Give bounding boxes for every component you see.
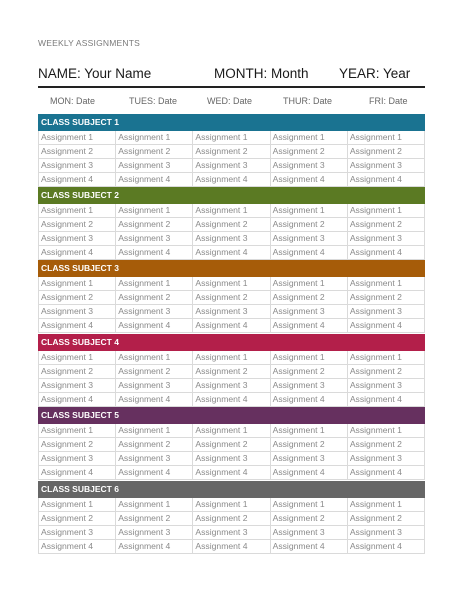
- assignment-cell[interactable]: Assignment 4: [193, 466, 270, 479]
- assignment-row: [39, 131, 425, 145]
- month-field[interactable]: MONTH: Month: [214, 66, 309, 81]
- assignment-cell[interactable]: Assignment 3: [39, 305, 116, 318]
- assignment-cell[interactable]: Assignment 4: [39, 319, 116, 332]
- assignment-cell[interactable]: Assignment 2: [116, 512, 193, 525]
- assignment-cell[interactable]: Assignment 2: [39, 512, 116, 525]
- assignment-cell[interactable]: Assignment 4: [39, 246, 116, 259]
- assignment-cell[interactable]: Assignment 3: [39, 159, 116, 172]
- assignment-cell[interactable]: Assignment 3: [271, 305, 348, 318]
- assignment-cell[interactable]: Assignment 2: [193, 438, 270, 451]
- assignment-cell[interactable]: Assignment 2: [348, 145, 425, 158]
- assignment-cell[interactable]: Assignment 4: [271, 173, 348, 186]
- assignment-cell[interactable]: Assignment 1: [271, 277, 348, 290]
- assignment-cell[interactable]: Assignment 2: [116, 438, 193, 451]
- assignment-cell[interactable]: Assignment 3: [271, 159, 348, 172]
- assignment-row: [39, 305, 425, 319]
- assignment-cell[interactable]: Assignment 1: [348, 204, 425, 217]
- assignment-row: [39, 379, 425, 393]
- assignment-cell[interactable]: Assignment 4: [39, 173, 116, 186]
- subject-section-3: [38, 260, 425, 333]
- assignment-cell[interactable]: Assignment 1: [39, 424, 116, 437]
- assignment-row: [39, 246, 425, 260]
- assignment-cell[interactable]: Assignment 1: [271, 498, 348, 511]
- assignment-grid: [38, 277, 425, 333]
- assignment-cell[interactable]: Assignment 4: [271, 319, 348, 332]
- assignment-row: [39, 204, 425, 218]
- assignment-grid: [38, 424, 425, 480]
- assignment-cell[interactable]: Assignment 1: [193, 131, 270, 144]
- subject-section-4: [38, 334, 425, 407]
- assignment-row: [39, 218, 425, 232]
- assignment-cell[interactable]: Assignment 2: [193, 145, 270, 158]
- assignment-cell[interactable]: Assignment 4: [348, 393, 425, 406]
- assignment-cell[interactable]: Assignment 2: [193, 512, 270, 525]
- assignment-cell[interactable]: Assignment 2: [271, 438, 348, 451]
- assignment-grid: [38, 131, 425, 187]
- assignment-cell[interactable]: Assignment 1: [39, 277, 116, 290]
- assignment-cell[interactable]: Assignment 2: [348, 438, 425, 451]
- assignment-cell[interactable]: Assignment 3: [39, 232, 116, 245]
- day-header-mon[interactable]: MON: Date: [50, 96, 96, 106]
- assignment-row: [39, 512, 425, 526]
- assignment-cell[interactable]: Assignment 3: [348, 305, 425, 318]
- assignment-cell[interactable]: Assignment 2: [116, 145, 193, 158]
- name-field[interactable]: NAME: Your Name: [38, 66, 152, 81]
- assignment-cell[interactable]: Assignment 1: [116, 351, 193, 364]
- assignment-cell[interactable]: Assignment 1: [271, 131, 348, 144]
- assignment-cell[interactable]: Assignment 3: [39, 452, 116, 465]
- assignment-cell[interactable]: Assignment 4: [116, 173, 193, 186]
- assignment-grid: [38, 351, 425, 407]
- assignment-cell[interactable]: Assignment 4: [348, 246, 425, 259]
- assignment-cell[interactable]: Assignment 1: [193, 277, 270, 290]
- assignment-cell[interactable]: Assignment 4: [348, 319, 425, 332]
- assignment-cell[interactable]: Assignment 1: [271, 351, 348, 364]
- assignment-cell[interactable]: Assignment 2: [348, 365, 425, 378]
- assignment-cell[interactable]: Assignment 2: [348, 218, 425, 231]
- assignment-cell[interactable]: Assignment 2: [116, 365, 193, 378]
- assignment-row: [39, 232, 425, 246]
- assignment-cell[interactable]: Assignment 4: [193, 319, 270, 332]
- assignment-grid: [38, 498, 425, 554]
- assignment-cell[interactable]: Assignment 3: [271, 526, 348, 539]
- assignment-cell[interactable]: Assignment 1: [271, 204, 348, 217]
- assignment-cell[interactable]: Assignment 2: [193, 365, 270, 378]
- assignment-cell[interactable]: Assignment 3: [348, 159, 425, 172]
- assignment-cell[interactable]: Assignment 3: [116, 159, 193, 172]
- assignment-cell[interactable]: Assignment 1: [39, 131, 116, 144]
- assignment-cell[interactable]: Assignment 2: [271, 365, 348, 378]
- assignment-cell[interactable]: Assignment 4: [39, 466, 116, 479]
- assignment-cell[interactable]: Assignment 3: [271, 379, 348, 392]
- assignment-cell[interactable]: Assignment 4: [193, 173, 270, 186]
- subject-section-1: [38, 114, 425, 187]
- assignment-cell[interactable]: Assignment 2: [193, 291, 270, 304]
- assignment-cell[interactable]: Assignment 4: [271, 393, 348, 406]
- assignment-row: [39, 291, 425, 305]
- assignment-cell[interactable]: Assignment 2: [271, 291, 348, 304]
- assignment-cell[interactable]: Assignment 3: [348, 526, 425, 539]
- assignment-cell[interactable]: Assignment 4: [271, 466, 348, 479]
- assignment-cell[interactable]: Assignment 1: [193, 498, 270, 511]
- subject-header-6[interactable]: CLASS SUBJECT 6: [38, 481, 425, 498]
- assignment-cell[interactable]: Assignment 3: [193, 159, 270, 172]
- assignment-cell[interactable]: Assignment 1: [193, 204, 270, 217]
- assignment-grid: [38, 204, 425, 260]
- assignment-row: [39, 351, 425, 365]
- assignment-cell[interactable]: Assignment 2: [271, 145, 348, 158]
- assignment-cell[interactable]: Assignment 4: [348, 540, 425, 553]
- assignment-cell[interactable]: Assignment 4: [116, 540, 193, 553]
- assignment-cell[interactable]: Assignment 3: [116, 379, 193, 392]
- subject-section-5: [38, 407, 425, 480]
- assignment-cell[interactable]: Assignment 2: [348, 512, 425, 525]
- assignment-cell[interactable]: Assignment 1: [348, 424, 425, 437]
- assignment-cell[interactable]: Assignment 3: [193, 232, 270, 245]
- assignment-cell[interactable]: Assignment 1: [271, 424, 348, 437]
- document-label: WEEKLY ASSIGNMENTS: [38, 38, 141, 48]
- subject-header-4[interactable]: CLASS SUBJECT 4: [38, 334, 425, 351]
- assignment-cell[interactable]: Assignment 2: [116, 218, 193, 231]
- assignment-cell[interactable]: Assignment 4: [193, 246, 270, 259]
- assignment-cell[interactable]: Assignment 3: [193, 526, 270, 539]
- assignment-cell[interactable]: Assignment 3: [271, 452, 348, 465]
- assignment-cell[interactable]: Assignment 4: [116, 319, 193, 332]
- header-fields: [38, 66, 425, 86]
- assignment-cell[interactable]: Assignment 2: [39, 145, 116, 158]
- assignment-cell[interactable]: Assignment 4: [193, 393, 270, 406]
- assignment-cell[interactable]: Assignment 3: [348, 232, 425, 245]
- assignment-cell[interactable]: Assignment 4: [116, 393, 193, 406]
- day-headers: [38, 96, 425, 108]
- assignment-cell[interactable]: Assignment 3: [271, 232, 348, 245]
- assignment-cell[interactable]: Assignment 3: [116, 232, 193, 245]
- assignment-row: [39, 466, 425, 480]
- subject-section-6: [38, 481, 425, 554]
- assignment-row: [39, 173, 425, 187]
- year-field[interactable]: YEAR: Year: [339, 66, 411, 81]
- assignment-cell[interactable]: Assignment 4: [271, 246, 348, 259]
- assignment-cell[interactable]: Assignment 1: [39, 204, 116, 217]
- assignment-cell[interactable]: Assignment 3: [193, 379, 270, 392]
- assignment-cell[interactable]: Assignment 1: [116, 498, 193, 511]
- assignment-cell[interactable]: Assignment 1: [193, 351, 270, 364]
- assignment-cell[interactable]: Assignment 3: [116, 305, 193, 318]
- subject-section-2: [38, 187, 425, 260]
- assignment-cell[interactable]: Assignment 1: [39, 498, 116, 511]
- assignment-cell[interactable]: Assignment 1: [348, 131, 425, 144]
- assignment-cell[interactable]: Assignment 4: [116, 466, 193, 479]
- assignment-cell[interactable]: Assignment 1: [116, 131, 193, 144]
- assignment-row: [39, 277, 425, 291]
- assignment-row: [39, 526, 425, 540]
- assignment-cell[interactable]: Assignment 3: [116, 526, 193, 539]
- subject-header-5[interactable]: CLASS SUBJECT 5: [38, 407, 425, 424]
- assignment-row: [39, 438, 425, 452]
- assignment-cell[interactable]: Assignment 3: [39, 379, 116, 392]
- assignment-cell[interactable]: Assignment 3: [116, 452, 193, 465]
- assignment-cell[interactable]: Assignment 2: [39, 438, 116, 451]
- day-header-tues[interactable]: TUES: Date: [129, 96, 178, 106]
- assignment-row: [39, 365, 425, 379]
- assignment-cell[interactable]: Assignment 2: [271, 512, 348, 525]
- assignment-cell[interactable]: Assignment 1: [348, 277, 425, 290]
- assignment-cell[interactable]: Assignment 1: [348, 498, 425, 511]
- assignment-cell[interactable]: Assignment 2: [348, 291, 425, 304]
- assignment-cell[interactable]: Assignment 4: [116, 246, 193, 259]
- subject-header-1[interactable]: CLASS SUBJECT 1: [38, 114, 425, 131]
- day-header-thur[interactable]: THUR: Date: [283, 96, 333, 106]
- assignment-cell[interactable]: Assignment 1: [39, 351, 116, 364]
- assignment-cell[interactable]: Assignment 1: [116, 204, 193, 217]
- assignment-cell[interactable]: Assignment 3: [193, 305, 270, 318]
- assignment-cell[interactable]: Assignment 1: [193, 424, 270, 437]
- assignment-row: [39, 540, 425, 554]
- assignment-cell[interactable]: Assignment 4: [39, 540, 116, 553]
- subject-header-3[interactable]: CLASS SUBJECT 3: [38, 260, 425, 277]
- assignment-cell[interactable]: Assignment 3: [193, 452, 270, 465]
- header-divider: [38, 86, 425, 88]
- assignment-row: [39, 393, 425, 407]
- assignment-cell[interactable]: Assignment 2: [193, 218, 270, 231]
- assignment-cell[interactable]: Assignment 4: [193, 540, 270, 553]
- assignment-row: [39, 145, 425, 159]
- assignment-cell[interactable]: Assignment 3: [39, 526, 116, 539]
- assignment-cell[interactable]: Assignment 3: [348, 452, 425, 465]
- assignment-cell[interactable]: Assignment 4: [271, 540, 348, 553]
- assignment-row: [39, 424, 425, 438]
- assignment-cell[interactable]: Assignment 2: [116, 291, 193, 304]
- subject-header-2[interactable]: CLASS SUBJECT 2: [38, 187, 425, 204]
- assignment-row: [39, 319, 425, 333]
- assignment-cell[interactable]: Assignment 1: [116, 277, 193, 290]
- assignment-cell[interactable]: Assignment 1: [348, 351, 425, 364]
- assignment-cell[interactable]: Assignment 3: [348, 379, 425, 392]
- assignment-cell[interactable]: Assignment 2: [39, 291, 116, 304]
- day-header-fri[interactable]: FRI: Date: [369, 96, 408, 106]
- assignment-cell[interactable]: Assignment 4: [348, 173, 425, 186]
- assignment-cell[interactable]: Assignment 4: [348, 466, 425, 479]
- assignment-cell[interactable]: Assignment 1: [116, 424, 193, 437]
- assignment-cell[interactable]: Assignment 2: [271, 218, 348, 231]
- day-header-wed[interactable]: WED: Date: [207, 96, 253, 106]
- assignment-row: [39, 498, 425, 512]
- assignment-cell[interactable]: Assignment 2: [39, 365, 116, 378]
- assignment-cell[interactable]: Assignment 2: [39, 218, 116, 231]
- assignment-row: [39, 452, 425, 466]
- assignment-cell[interactable]: Assignment 4: [39, 393, 116, 406]
- assignment-row: [39, 159, 425, 173]
